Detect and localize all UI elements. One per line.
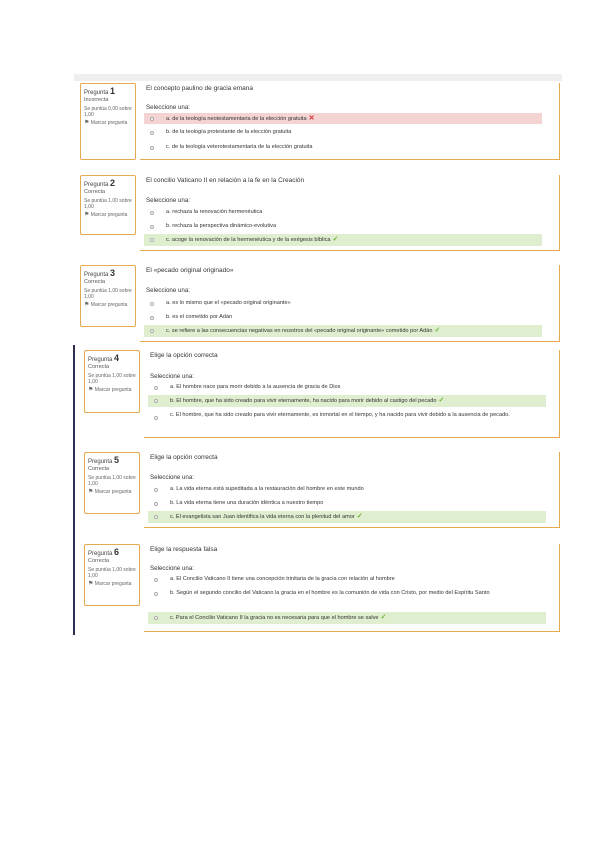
question-status: Correcta [84,279,106,285]
option-text: c. El hombre, que ha sido creado para vivir eternamente, es inmortal en el tiempo, y ha nacido para vivir debido a la ausencia de pecado. [170,412,510,418]
answer-option[interactable] [148,395,546,407]
question-points: Se puntúa 1,00 sobre 1,00 [84,288,132,300]
radio-button[interactable] [154,616,158,620]
question-text: Elige la opción correcta [150,352,218,359]
flag-question-link[interactable] [84,120,132,126]
correct-icon: ✓ [332,236,339,243]
radio-button[interactable] [150,211,154,215]
radio-button[interactable] [154,416,158,420]
radio-button[interactable] [150,302,154,306]
question-info [84,350,140,413]
flag-question-link[interactable] [88,387,136,393]
question-content [144,452,560,528]
radio-button[interactable] [154,399,158,403]
radio-button[interactable] [154,515,158,519]
option-text: b. es el cometido por Adán [166,314,233,320]
question-text: Elige la opción correcta [150,454,218,461]
answer-option[interactable] [148,498,546,509]
question-status: Correcta [84,189,106,195]
question-text: Elige la respuesta falsa [150,546,218,553]
answer-option[interactable] [148,382,546,393]
question-info [80,265,136,327]
correct-icon: ✓ [438,397,445,404]
question-points: Se puntúa 0,00 sobre 1,00 [84,106,132,118]
flag-icon: ⚑ [88,387,94,393]
answer-option[interactable] [144,221,542,232]
answer-option[interactable] [144,127,542,138]
answer-option[interactable] [144,142,542,153]
question-info [84,544,140,606]
answer-option[interactable] [148,484,546,495]
radio-button[interactable] [154,386,158,390]
radio-button[interactable] [150,117,154,121]
flag-question-link[interactable] [88,489,136,495]
flag-icon: ⚑ [88,581,94,587]
answer-option[interactable] [148,612,546,624]
question-label: Pregunta [88,357,113,363]
option-text: c. se refiere a las consecuencias negativas en nosotros del «pecado original originante» cometido por Adán [166,328,433,334]
flag-question-link[interactable] [84,302,132,308]
radio-button[interactable] [150,329,154,333]
answer-option[interactable] [144,113,542,124]
question-label: Pregunta [84,90,109,96]
incorrect-icon: ✕ [308,115,315,122]
select-one-label: Seleccione una: [146,287,191,294]
question-label: Pregunta [88,459,113,465]
question-status: Correcta [88,364,110,370]
question-info [80,175,136,235]
question-content [140,175,560,251]
radio-button[interactable] [150,146,154,150]
answer-option[interactable] [144,312,542,323]
question-status: Correcta [88,466,110,472]
option-text: c. Para el Concilio Vaticano II la gracia no es necesaria para que el hombre se salve [170,615,379,621]
radio-button[interactable] [154,592,158,596]
option-text: a. rechaza la renovación hermenéutica [166,209,263,215]
question-number: 6 [114,547,120,557]
select-one-label: Seleccione una: [150,565,195,572]
option-text: b. de la teología protestante de la elección gratuita [166,129,292,135]
answer-option[interactable] [148,588,546,610]
question-points: Se puntúa 1,00 sobre 1,00 [88,567,136,579]
flag-label: Marcar pregunta [90,120,128,126]
question-points: Se puntúa 1,00 sobre 1,00 [88,373,136,385]
answer-option[interactable] [144,234,542,246]
top-bar [74,74,562,81]
radio-button[interactable] [150,225,154,229]
flag-icon: ⚑ [84,302,90,308]
question-number: 3 [110,268,116,278]
correct-icon: ✓ [434,327,441,334]
option-text: c. El evangelista san Juan identifica la vida eterna con la plenitud del amor [170,514,355,520]
question-content [140,265,560,342]
answer-option[interactable] [144,325,542,337]
select-one-label: Seleccione una: [150,474,195,481]
question-text: El concilio Vaticano II en relación a la fe en la Creación [146,177,305,184]
option-text: a. El hombre nace para morir debido a la ausencia de gracia de Dios [170,384,341,390]
flag-label: Marcar pregunta [94,581,132,587]
flag-icon: ⚑ [84,120,90,126]
option-text: b. La vida eterna tiene una duración idéntica a nuestro tiempo [170,500,324,506]
flag-label: Marcar pregunta [90,212,128,218]
flag-label: Marcar pregunta [90,302,128,308]
option-text: b. rechaza la perspectiva dinámico-evolutiva [166,223,277,229]
select-one-label: Seleccione una: [146,197,191,204]
radio-button[interactable] [154,578,158,582]
question-number: 5 [114,455,120,465]
flag-question-link[interactable] [84,212,132,218]
question-number: 4 [114,353,120,363]
answer-option[interactable] [148,574,546,585]
question-content [144,350,560,438]
question-label: Pregunta [84,182,109,188]
question-points: Se puntúa 1,00 sobre 1,00 [88,475,136,487]
flag-label: Marcar pregunta [94,489,132,495]
question-content [140,83,560,160]
flag-icon: ⚑ [88,489,94,495]
option-text: a. es lo mismo que el «pecado original originante» [166,300,291,306]
correct-icon: ✓ [380,614,387,621]
option-text: a. La vida eterna está supeditada a la restauración del hombre en este mundo [170,486,364,492]
option-text: a. de la teología neotestamentaria de la elección gratuita [166,116,307,122]
radio-button[interactable] [154,488,158,492]
question-points: Se puntúa 1,00 sobre 1,00 [84,198,132,210]
question-label: Pregunta [88,551,113,557]
question-status: Incorrecta [84,97,109,103]
radio-button[interactable] [150,316,154,320]
answer-option[interactable] [148,410,546,432]
option-text: b. El hombre, que ha sido creado para vivir eternamente, ha nacido para morir debido al castigo del pecado [170,398,437,404]
radio-button[interactable] [150,131,154,135]
answer-option[interactable] [144,207,542,218]
answer-option[interactable] [144,298,542,309]
question-info [84,452,140,514]
question-label: Pregunta [84,272,109,278]
radio-button[interactable] [150,238,154,242]
question-text: El concepto paulino de gracia emana [146,85,253,92]
question-text: El «pecado original originado» [146,267,234,274]
flag-label: Marcar pregunta [94,387,132,393]
question-number: 2 [110,178,116,188]
left-border-line [73,345,75,635]
question-info [80,83,136,160]
option-text: a. El Concilio Vaticano II tiene una concepción trinitaria de la gracia con relación al hombre [170,576,395,582]
question-content [144,544,560,632]
select-one-label: Seleccione una: [146,104,191,111]
flag-icon: ⚑ [84,212,90,218]
answer-option[interactable] [148,511,546,523]
option-text: c. acoge la renovación de la hermenéutica y de la exégesis bíblica [166,237,331,243]
option-text: c. de la teología veterotestamentaria de la elección gratuita [166,144,313,150]
select-one-label: Seleccione una: [150,373,195,380]
option-text: b. Según el segundo concilio del Vaticano la gracia en el hombre es la comunión de vida con Cristo, por medio del Espíritu Santo [170,590,490,596]
radio-button[interactable] [154,502,158,506]
question-number: 1 [110,86,116,96]
flag-question-link[interactable] [88,581,136,587]
question-status: Correcta [88,558,110,564]
correct-icon: ✓ [356,513,363,520]
